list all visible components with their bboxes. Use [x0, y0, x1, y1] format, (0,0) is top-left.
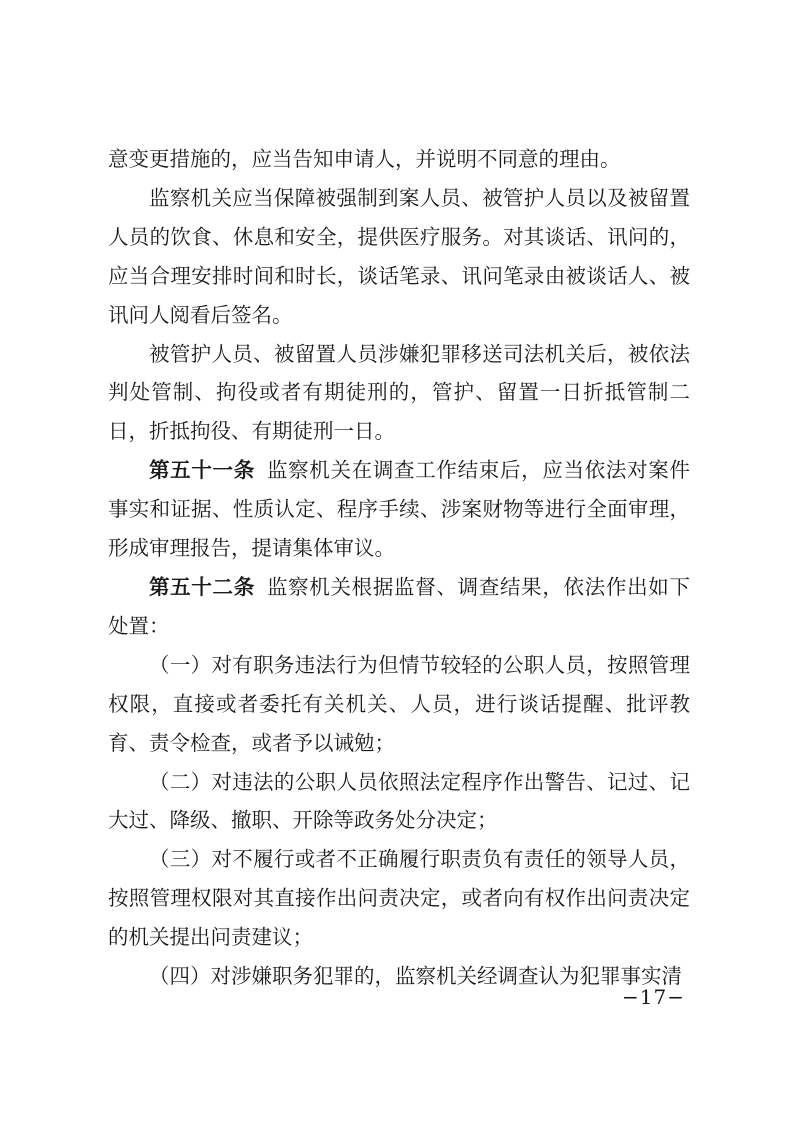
paragraph-text: 意变更措施的，应当告知申请人，并说明不同意的理由。	[108, 147, 621, 171]
paragraph-text: （三）对不履行或者不正确履行职责负有责任的领导人员，按照管理权限对其直接作出问责决定，或者向有权作出问责决定的机关提出问责建议；	[108, 847, 690, 950]
paragraph-text: （二）对违法的公职人员依照法定程序作出警告、记过、记大过、降级、撤职、开除等政务处分决定；	[108, 769, 690, 833]
paragraph-text: 被管护人员、被留置人员涉嫌犯罪移送司法机关后，被依法判处管制、拘役或者有期徒刑的，管护、留置一日折抵管制二日，折抵拘役、有期徒刑一日。	[108, 341, 690, 444]
list-item-1	[108, 646, 690, 763]
article-52	[108, 568, 690, 646]
list-item-3	[108, 840, 690, 957]
paragraph-detention-safeguards	[108, 179, 690, 335]
body-text	[108, 140, 690, 996]
article-heading: 第五十一条	[149, 458, 255, 483]
page-number: −17−	[622, 985, 685, 1009]
paragraph-text: 监察机关根据监督、调查结果，依法作出如下处置：	[108, 574, 690, 638]
article-51	[108, 451, 690, 568]
list-item-4	[108, 957, 690, 996]
paragraph-sentence-offset	[108, 335, 690, 452]
paragraph-text: 监察机关应当保障被强制到案人员、被管护人员以及被留置人员的饮食、休息和安全，提供医疗服务。对其谈话、讯问的，应当合理安排时间和时长，谈话笔录、讯问笔录由被谈话人、被讯问人阅看后签名。	[108, 185, 690, 327]
paragraph-text: 监察机关在调查工作结束后，应当依法对案件事实和证据、性质认定、程序手续、涉案财物等进行全面审理，形成审理报告，提请集体审议。	[108, 458, 690, 561]
paragraph-text: （一）对有职务违法行为但情节较轻的公职人员，按照管理权限，直接或者委托有关机关、人员，进行谈话提醒、批评教育、责令检查，或者予以诫勉；	[108, 652, 690, 755]
paragraph-text: （四）对涉嫌职务犯罪的，监察机关经调查认为犯罪事实清	[149, 964, 682, 989]
paragraph-continuation	[108, 140, 690, 179]
article-heading: 第五十二条	[149, 574, 255, 599]
list-item-2	[108, 763, 690, 841]
